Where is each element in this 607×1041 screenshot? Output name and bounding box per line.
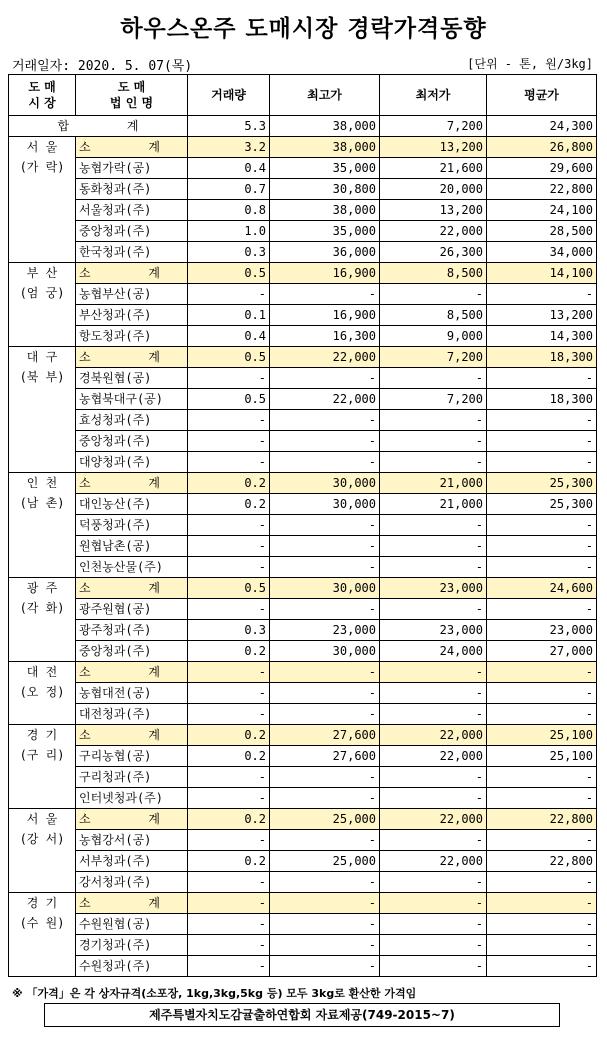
avg-price-cell: - (487, 431, 597, 452)
subtotal-row (9, 263, 597, 284)
min-price-cell: 22,000 (380, 725, 487, 746)
min-price-cell: 24,000 (380, 641, 487, 662)
avg-price-cell: 22,800 (487, 809, 597, 830)
volume-cell: 0.4 (188, 158, 270, 179)
table-row (9, 221, 597, 242)
total-row (9, 116, 597, 137)
table-row (9, 410, 597, 431)
market-name: 인 천 (남 촌) (9, 473, 76, 578)
volume-cell: 0.2 (188, 725, 270, 746)
avg-price-cell: - (487, 515, 597, 536)
table-row (9, 515, 597, 536)
min-price-cell: - (380, 410, 487, 431)
corporation-name: 소 계 (76, 893, 188, 914)
market-name: 부 산 (엄 궁) (9, 263, 76, 347)
volume-cell: 0.2 (188, 809, 270, 830)
subtotal-row (9, 662, 597, 683)
corporation-name: 수원원협(공) (76, 914, 188, 935)
volume-cell: - (188, 431, 270, 452)
max-price-cell: 35,000 (270, 221, 380, 242)
volume-cell: - (188, 830, 270, 851)
avg-price-cell: 34,000 (487, 242, 597, 263)
min-price-cell: - (380, 830, 487, 851)
min-price-cell: 13,200 (380, 200, 487, 221)
table-row (9, 599, 597, 620)
max-price-cell: 30,800 (270, 179, 380, 200)
volume-cell: 0.2 (188, 746, 270, 767)
min-price-cell: - (380, 767, 487, 788)
corporation-name: 농협대전(공) (76, 683, 188, 704)
max-price-cell: - (270, 452, 380, 473)
max-price-cell: - (270, 872, 380, 893)
corporation-name: 농협부산(공) (76, 284, 188, 305)
min-price-cell: - (380, 935, 487, 956)
max-price-cell: - (270, 368, 380, 389)
table-row (9, 431, 597, 452)
volume-cell: 0.2 (188, 851, 270, 872)
max-price-cell: 38,000 (270, 200, 380, 221)
corporation-name: 서울청과(주) (76, 200, 188, 221)
min-price-cell: - (380, 284, 487, 305)
trade-date: 거래일자: 2020. 5. 07(목) (12, 59, 193, 74)
header-corporation: 도 매 법 인 명 (76, 75, 188, 116)
avg-price-cell: - (487, 788, 597, 809)
max-price-cell: 30,000 (270, 473, 380, 494)
min-price-cell: - (380, 683, 487, 704)
table-row (9, 746, 597, 767)
avg-price-cell: 27,000 (487, 641, 597, 662)
min-price-cell: - (380, 599, 487, 620)
max-price-cell: 23,000 (270, 620, 380, 641)
volume-cell: 0.2 (188, 473, 270, 494)
corporation-name: 농협북대구(공) (76, 389, 188, 410)
max-price-cell: - (270, 515, 380, 536)
total-max: 38,000 (270, 116, 380, 137)
avg-price-cell: 26,800 (487, 137, 597, 158)
max-price-cell: - (270, 557, 380, 578)
corporation-name: 동화청과(주) (76, 179, 188, 200)
subtotal-row (9, 473, 597, 494)
max-price-cell: - (270, 431, 380, 452)
corporation-name: 소 계 (76, 137, 188, 158)
corporation-name: 구리청과(주) (76, 767, 188, 788)
volume-cell: - (188, 914, 270, 935)
avg-price-cell: 25,100 (487, 725, 597, 746)
page-title: 하우스온주 도매시장 경락가격동향 (120, 16, 487, 42)
corporation-name: 대전청과(주) (76, 704, 188, 725)
avg-price-cell: - (487, 557, 597, 578)
max-price-cell: 25,000 (270, 809, 380, 830)
min-price-cell: 23,000 (380, 620, 487, 641)
corporation-name: 중앙청과(주) (76, 431, 188, 452)
max-price-cell: - (270, 662, 380, 683)
table-row (9, 305, 597, 326)
table-row (9, 830, 597, 851)
avg-price-cell: 14,100 (487, 263, 597, 284)
max-price-cell: - (270, 704, 380, 725)
avg-price-cell: 18,300 (487, 389, 597, 410)
corporation-name: 소 계 (76, 578, 188, 599)
table-row (9, 242, 597, 263)
volume-cell: 0.2 (188, 494, 270, 515)
min-price-cell: - (380, 893, 487, 914)
volume-cell: - (188, 515, 270, 536)
max-price-cell: 16,900 (270, 305, 380, 326)
footnote: ※ 「가격」은 각 상자규격(소포장, 1kg,3kg,5kg 등) 모두 3kg로 환산한 가격임 (12, 987, 417, 1000)
table-row (9, 284, 597, 305)
avg-price-cell: - (487, 284, 597, 305)
max-price-cell: - (270, 956, 380, 977)
corporation-name: 광주청과(주) (76, 620, 188, 641)
table-row (9, 179, 597, 200)
max-price-cell: 27,600 (270, 725, 380, 746)
min-price-cell: 22,000 (380, 746, 487, 767)
volume-cell: - (188, 893, 270, 914)
volume-cell: - (188, 704, 270, 725)
min-price-cell: 22,000 (380, 809, 487, 830)
max-price-cell: 36,000 (270, 242, 380, 263)
max-price-cell: 30,000 (270, 494, 380, 515)
subtotal-row (9, 893, 597, 914)
max-price-cell: - (270, 893, 380, 914)
avg-price-cell: 25,300 (487, 473, 597, 494)
avg-price-cell: 24,600 (487, 578, 597, 599)
max-price-cell: - (270, 410, 380, 431)
corporation-name: 소 계 (76, 725, 188, 746)
total-avg: 24,300 (487, 116, 597, 137)
table-row (9, 494, 597, 515)
unit-label: [단위 - 톤, 원/3kg] (467, 57, 593, 71)
market-name: 서 울 (가 락) (9, 137, 76, 263)
min-price-cell: 7,200 (380, 389, 487, 410)
avg-price-cell: 28,500 (487, 221, 597, 242)
table-row (9, 641, 597, 662)
volume-cell: - (188, 935, 270, 956)
min-price-cell: - (380, 515, 487, 536)
volume-cell: 0.5 (188, 347, 270, 368)
header-volume: 거래량 (188, 75, 270, 116)
min-price-cell: 13,200 (380, 137, 487, 158)
min-price-cell: 8,500 (380, 263, 487, 284)
volume-cell: - (188, 662, 270, 683)
subtotal-row (9, 347, 597, 368)
table-row (9, 872, 597, 893)
avg-price-cell: 25,100 (487, 746, 597, 767)
min-price-cell: - (380, 704, 487, 725)
min-price-cell: 8,500 (380, 305, 487, 326)
corporation-name: 원협남촌(공) (76, 536, 188, 557)
min-price-cell: - (380, 788, 487, 809)
avg-price-cell: - (487, 767, 597, 788)
max-price-cell: - (270, 830, 380, 851)
avg-price-cell: - (487, 368, 597, 389)
table-row (9, 683, 597, 704)
volume-cell: 0.5 (188, 263, 270, 284)
table-row (9, 368, 597, 389)
avg-price-cell: - (487, 410, 597, 431)
min-price-cell: 21,000 (380, 473, 487, 494)
min-price-cell: - (380, 872, 487, 893)
volume-cell: 0.3 (188, 242, 270, 263)
volume-cell: 3.2 (188, 137, 270, 158)
corporation-name: 경북원협(공) (76, 368, 188, 389)
volume-cell: 0.5 (188, 578, 270, 599)
corporation-name: 구리농협(공) (76, 746, 188, 767)
min-price-cell: 21,600 (380, 158, 487, 179)
volume-cell: 0.5 (188, 389, 270, 410)
min-price-cell: - (380, 368, 487, 389)
max-price-cell: - (270, 599, 380, 620)
corporation-name: 소 계 (76, 809, 188, 830)
table-row (9, 851, 597, 872)
volume-cell: - (188, 410, 270, 431)
subtotal-row (9, 578, 597, 599)
volume-cell: - (188, 788, 270, 809)
corporation-name: 덕풍청과(주) (76, 515, 188, 536)
market-name: 대 구 (북 부) (9, 347, 76, 473)
header-min-price: 최저가 (380, 75, 487, 116)
corporation-name: 대양청과(주) (76, 452, 188, 473)
corporation-name: 중앙청과(주) (76, 221, 188, 242)
market-name: 서 울 (강 서) (9, 809, 76, 893)
corporation-name: 소 계 (76, 473, 188, 494)
max-price-cell: - (270, 683, 380, 704)
avg-price-cell: 13,200 (487, 305, 597, 326)
avg-price-cell: 25,300 (487, 494, 597, 515)
avg-price-cell: - (487, 914, 597, 935)
avg-price-cell: - (487, 683, 597, 704)
volume-cell: - (188, 767, 270, 788)
market-name: 광 주 (각 화) (9, 578, 76, 662)
min-price-cell: - (380, 536, 487, 557)
avg-price-cell: 14,300 (487, 326, 597, 347)
table-row (9, 620, 597, 641)
header-market: 도 매 시 장 (9, 75, 76, 116)
corporation-name: 소 계 (76, 347, 188, 368)
corporation-name: 한국청과(주) (76, 242, 188, 263)
total-volume: 5.3 (188, 116, 270, 137)
corporation-name: 효성청과(주) (76, 410, 188, 431)
avg-price-cell: - (487, 704, 597, 725)
max-price-cell: 22,000 (270, 347, 380, 368)
min-price-cell: - (380, 557, 487, 578)
min-price-cell: 22,000 (380, 221, 487, 242)
volume-cell: - (188, 284, 270, 305)
avg-price-cell: - (487, 872, 597, 893)
min-price-cell: - (380, 452, 487, 473)
volume-cell: - (188, 872, 270, 893)
volume-cell: 0.7 (188, 179, 270, 200)
min-price-cell: 9,000 (380, 326, 487, 347)
max-price-cell: 35,000 (270, 158, 380, 179)
corporation-name: 중앙청과(주) (76, 641, 188, 662)
market-name: 대 전 (오 정) (9, 662, 76, 725)
max-price-cell: 16,300 (270, 326, 380, 347)
max-price-cell: - (270, 536, 380, 557)
corporation-name: 부산청과(주) (76, 305, 188, 326)
min-price-cell: 7,200 (380, 347, 487, 368)
min-price-cell: - (380, 914, 487, 935)
subtotal-row (9, 137, 597, 158)
corporation-name: 경기청과(주) (76, 935, 188, 956)
max-price-cell: 30,000 (270, 641, 380, 662)
market-name: 경 기 (구 리) (9, 725, 76, 809)
volume-cell: 0.8 (188, 200, 270, 221)
corporation-name: 수원청과(주) (76, 956, 188, 977)
volume-cell: - (188, 368, 270, 389)
max-price-cell: 27,600 (270, 746, 380, 767)
total-label: 합 계 (9, 116, 188, 137)
subtotal-row (9, 809, 597, 830)
corporation-name: 인천농산물(주) (76, 557, 188, 578)
max-price-cell: - (270, 935, 380, 956)
max-price-cell: - (270, 284, 380, 305)
min-price-cell: 20,000 (380, 179, 487, 200)
source-credit: 제주특별자치도감귤출하연합회 자료제공(749-2015~7) (44, 1003, 560, 1027)
table-row (9, 788, 597, 809)
avg-price-cell: 18,300 (487, 347, 597, 368)
corporation-name: 농협강서(공) (76, 830, 188, 851)
avg-price-cell: - (487, 452, 597, 473)
table-row (9, 956, 597, 977)
table-row (9, 536, 597, 557)
volume-cell: 0.4 (188, 326, 270, 347)
volume-cell: - (188, 557, 270, 578)
avg-price-cell: - (487, 599, 597, 620)
min-price-cell: - (380, 956, 487, 977)
header-row (9, 75, 597, 116)
max-price-cell: 38,000 (270, 137, 380, 158)
max-price-cell: 16,900 (270, 263, 380, 284)
volume-cell: - (188, 452, 270, 473)
volume-cell: - (188, 956, 270, 977)
avg-price-cell: - (487, 956, 597, 977)
corporation-name: 소 계 (76, 662, 188, 683)
min-price-cell: - (380, 662, 487, 683)
market-name: 경 기 (수 원) (9, 893, 76, 977)
volume-cell: - (188, 536, 270, 557)
max-price-cell: - (270, 914, 380, 935)
price-table (8, 74, 597, 977)
min-price-cell: - (380, 431, 487, 452)
total-min: 7,200 (380, 116, 487, 137)
volume-cell: 0.3 (188, 620, 270, 641)
avg-price-cell: 23,000 (487, 620, 597, 641)
corporation-name: 소 계 (76, 263, 188, 284)
table-row (9, 914, 597, 935)
volume-cell: 0.2 (188, 641, 270, 662)
header-max-price: 최고가 (270, 75, 380, 116)
avg-price-cell: - (487, 536, 597, 557)
volume-cell: - (188, 683, 270, 704)
header-avg-price: 평균가 (487, 75, 597, 116)
volume-cell: - (188, 599, 270, 620)
subtotal-row (9, 725, 597, 746)
corporation-name: 항도청과(주) (76, 326, 188, 347)
avg-price-cell: 22,800 (487, 179, 597, 200)
corporation-name: 강서청과(주) (76, 872, 188, 893)
corporation-name: 농협가락(공) (76, 158, 188, 179)
avg-price-cell: - (487, 830, 597, 851)
table-row (9, 767, 597, 788)
max-price-cell: - (270, 788, 380, 809)
avg-price-cell: 24,100 (487, 200, 597, 221)
max-price-cell: - (270, 767, 380, 788)
avg-price-cell: 29,600 (487, 158, 597, 179)
corporation-name: 광주원협(공) (76, 599, 188, 620)
max-price-cell: 22,000 (270, 389, 380, 410)
table-row (9, 200, 597, 221)
min-price-cell: 26,300 (380, 242, 487, 263)
avg-price-cell: - (487, 662, 597, 683)
table-row (9, 935, 597, 956)
avg-price-cell: - (487, 893, 597, 914)
corporation-name: 서부청과(주) (76, 851, 188, 872)
table-row (9, 704, 597, 725)
min-price-cell: 21,000 (380, 494, 487, 515)
min-price-cell: 22,000 (380, 851, 487, 872)
max-price-cell: 30,000 (270, 578, 380, 599)
avg-price-cell: - (487, 935, 597, 956)
table-row (9, 557, 597, 578)
avg-price-cell: 22,800 (487, 851, 597, 872)
volume-cell: 0.1 (188, 305, 270, 326)
table-row (9, 326, 597, 347)
table-row (9, 452, 597, 473)
volume-cell: 1.0 (188, 221, 270, 242)
corporation-name: 대인농산(주) (76, 494, 188, 515)
corporation-name: 인터넷청과(주) (76, 788, 188, 809)
max-price-cell: 25,000 (270, 851, 380, 872)
table-row (9, 389, 597, 410)
min-price-cell: 23,000 (380, 578, 487, 599)
table-row (9, 158, 597, 179)
